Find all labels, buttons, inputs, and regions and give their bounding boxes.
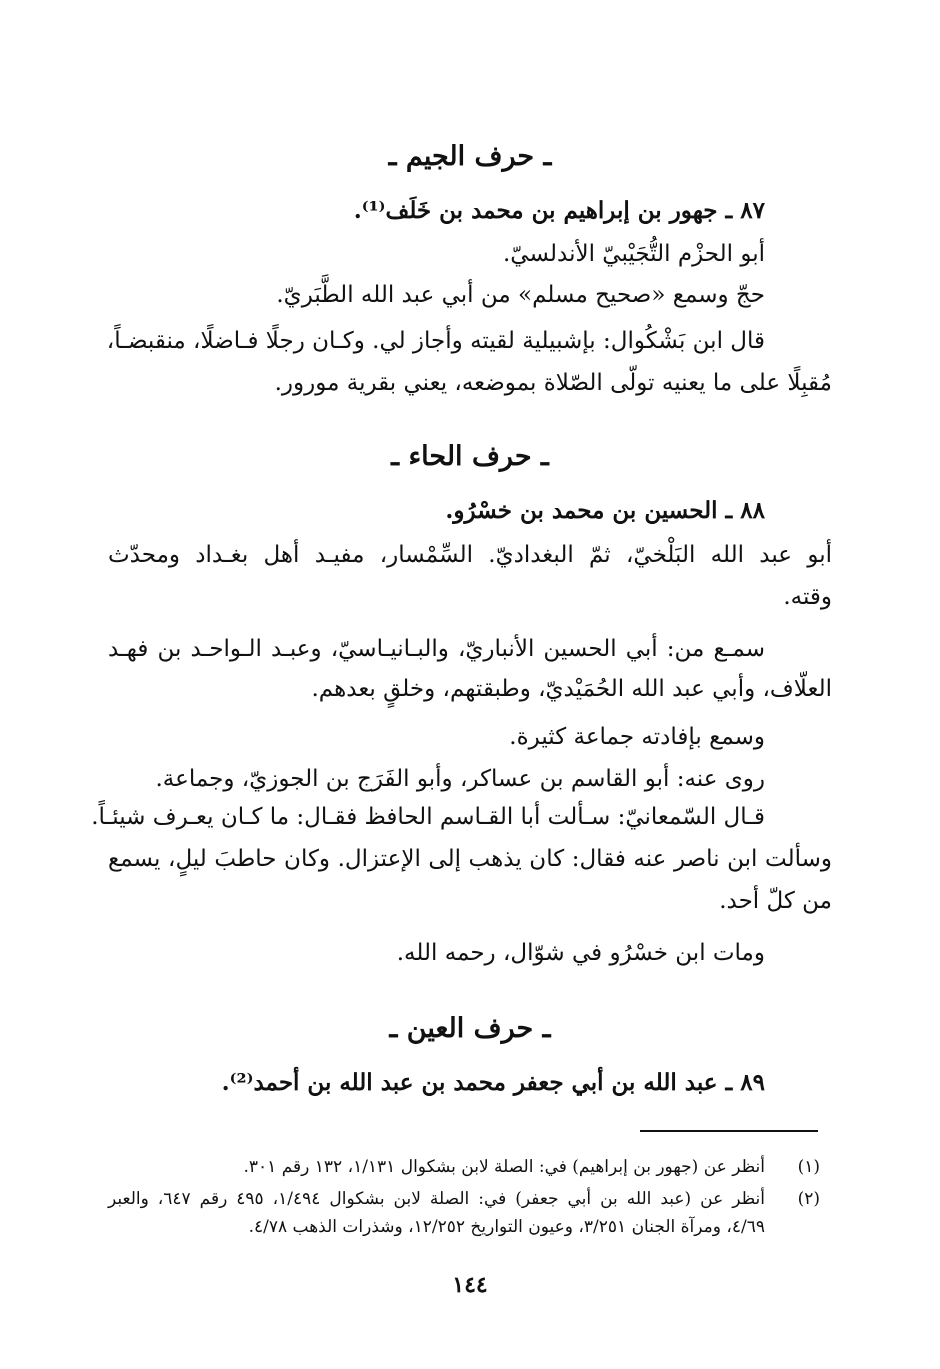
entry-88-line: وقته. [783,584,832,610]
section-heading-ayn: ـ حرف العين ـ [389,1013,551,1044]
section-heading-jim: ـ حرف الجيم ـ [388,141,552,172]
entry-88-line: العلّاف، وأبي عبد الله الحُمَيْديّ، وطبقتهم، وخلقٍ بعدهم. [311,676,832,702]
entry-87-line: مُقبِلًا على ما يعنيه تولّى الصّلاة بموضعه، يعني بقرية مورور. [274,370,832,396]
entry-88-line: ومات ابن خسْرُو في شوّال، رحمه الله. [396,940,765,966]
entry-87-title: ٨٧ ـ جهور بن إبراهيم بن محمد بن خَلَف⁽¹⁾. [353,197,765,224]
entry-88-line: روى عنه: أبو القاسم بن عساكر، وأبو الفَرَج بن الجوزيّ، وجماعة. [155,766,765,792]
footnote-number: (٢) [797,1189,820,1209]
footnote-rule [640,1130,818,1132]
entry-88-line: سمـع من: أبي الحسين الأنباريّ، والبـانيـاسيّ، وعبـد الـواحـد بن فهـد [108,636,765,662]
entry-88-title: ٨٨ ـ الحسين بن محمد بن خسْرُو. [445,497,765,524]
entry-88-line: أبو عبد الله البَلْخيّ، ثمّ البغداديّ. السِّمْسار، مفيـد أهل بغـداد ومحدّث [108,542,832,568]
footnote-text: أنظر عن (عبد الله بن أبي جعفر) في: الصلة لابن بشكوال ١/٤٩٤، ٤٩٥ رقم ٦٤٧، والعبر [108,1189,766,1209]
section-heading-ha: ـ حرف الحاء ـ [391,441,549,472]
entry-88-line: وسمع بإفادته جماعة كثيرة. [509,724,765,750]
entry-88-line: قـال السّمعانيّ: سـألت أبا القـاسم الحافظ فقـال: ما كـان يعـرف شيئـاً. [91,804,765,830]
entry-88-line: من كلّ أحد. [719,888,832,914]
entry-87-line: حجّ وسمع «صحيح مسلم» من أبي عبد الله الطَّبَريّ. [276,282,765,308]
footnote-text: أنظر عن (جهور بن إبراهيم) في: الصلة لابن بشكوال ١/١٣١، ١٣٢ رقم ٣٠١. [243,1157,765,1177]
entry-87-line: قال ابن بَشْكُوال: بإشبيلية لقيته وأجاز لي. وكـان رجلًا فـاضلًا، منقبضـاً، [106,328,765,354]
page-number: ١٤٤ [452,1272,488,1298]
footnote-number: (١) [797,1157,820,1177]
entry-88-line: وسألت ابن ناصر عنه فقال: كان يذهب إلى الإعتزال. وكان حاطبَ ليلٍ، يسمع [108,846,832,872]
footnote-text: ٤/٦٩، ومرآة الجنان ٣/٢٥١، وعيون التواريخ ١٢/٢٥٢، وشذرات الذهب ٤/٧٨. [248,1217,765,1237]
entry-89-title: ٨٩ ـ عبد الله بن أبي جعفر محمد بن عبد الله بن أحمد⁽²⁾. [221,1069,765,1096]
entry-87-line: أبو الحزْم التُّجَيْبيّ الأندلسيّ. [502,241,765,267]
